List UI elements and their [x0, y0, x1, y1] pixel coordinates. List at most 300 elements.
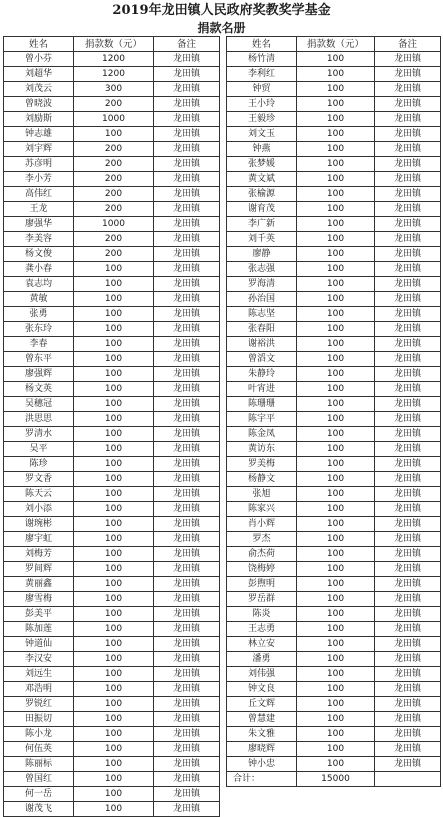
cell-name: 何伍英 [4, 742, 74, 757]
cell-name: 洪思思 [4, 412, 74, 427]
cell-amount: 100 [297, 352, 375, 367]
cell-name: 王龙 [4, 202, 74, 217]
cell-amount: 1000 [74, 217, 154, 232]
cell-amount: 1200 [74, 67, 154, 82]
cell-amount: 100 [74, 337, 154, 352]
cell-note: 龙田镇 [375, 502, 441, 517]
cell-name: 曾东平 [4, 352, 74, 367]
cell-amount: 100 [297, 382, 375, 397]
table-header-row [4, 37, 220, 52]
table-row [4, 682, 220, 697]
cell-note: 龙田镇 [375, 412, 441, 427]
table-row [227, 427, 441, 442]
cell-name: 饶梅婷 [227, 562, 297, 577]
table-row [227, 547, 441, 562]
cell-note: 龙田镇 [154, 787, 220, 802]
cell-name: 黄文斌 [227, 172, 297, 187]
table-row [4, 652, 220, 667]
cell-note: 龙田镇 [375, 757, 441, 772]
total-row [227, 772, 441, 787]
cell-name: 刘文玉 [227, 127, 297, 142]
cell-amount: 100 [297, 562, 375, 577]
cell-note: 龙田镇 [375, 517, 441, 532]
table-row [4, 202, 220, 217]
cell-note: 龙田镇 [154, 562, 220, 577]
cell-name: 张梦媛 [227, 157, 297, 172]
table-row [4, 712, 220, 727]
left-donor-table [3, 36, 220, 817]
cell-note: 龙田镇 [375, 97, 441, 112]
cell-amount: 100 [297, 457, 375, 472]
table-row [4, 232, 220, 247]
cell-amount: 100 [74, 727, 154, 742]
cell-name: 叶宵进 [227, 382, 297, 397]
table-row [227, 337, 441, 352]
cell-name: 谢育茂 [227, 202, 297, 217]
cell-amount: 100 [297, 427, 375, 442]
table-row [4, 127, 220, 142]
cell-note: 龙田镇 [375, 352, 441, 367]
cell-note: 龙田镇 [375, 292, 441, 307]
cell-amount: 200 [74, 142, 154, 157]
cell-name: 刘小添 [4, 502, 74, 517]
table-row [4, 397, 220, 412]
cell-note: 龙田镇 [154, 727, 220, 742]
table-row [227, 397, 441, 412]
cell-amount: 100 [74, 277, 154, 292]
cell-note: 龙田镇 [375, 232, 441, 247]
cell-amount: 200 [74, 187, 154, 202]
cell-name: 俞杰荷 [227, 547, 297, 562]
cell-amount: 100 [74, 367, 154, 382]
cell-amount: 1000 [74, 112, 154, 127]
cell-amount: 100 [74, 562, 154, 577]
cell-note: 龙田镇 [154, 97, 220, 112]
cell-name: 王毅珍 [227, 112, 297, 127]
cell-name: 朱文雅 [227, 727, 297, 742]
cell-note: 龙田镇 [375, 682, 441, 697]
cell-note: 龙田镇 [375, 142, 441, 157]
cell-note: 龙田镇 [154, 262, 220, 277]
cell-amount: 100 [74, 442, 154, 457]
cell-note: 龙田镇 [375, 262, 441, 277]
cell-note: 龙田镇 [154, 472, 220, 487]
cell-name: 高伟红 [4, 187, 74, 202]
cell-name: 刘千英 [227, 232, 297, 247]
cell-name: 罗锐红 [4, 697, 74, 712]
cell-note: 龙田镇 [154, 577, 220, 592]
cell-name: 丘文辉 [227, 697, 297, 712]
cell-note: 龙田镇 [154, 607, 220, 622]
table-row [227, 82, 441, 97]
cell-name: 曾晓波 [4, 97, 74, 112]
cell-amount: 100 [297, 202, 375, 217]
table-row [227, 697, 441, 712]
cell-note: 龙田镇 [375, 652, 441, 667]
cell-amount: 100 [297, 412, 375, 427]
cell-note: 龙田镇 [375, 667, 441, 682]
table-row [227, 517, 441, 532]
table-row [4, 82, 220, 97]
total-value: 15000 [297, 772, 375, 787]
table-row [227, 562, 441, 577]
cell-note: 龙田镇 [375, 322, 441, 337]
cell-note: 龙田镇 [375, 397, 441, 412]
table-row [227, 292, 441, 307]
cell-amount: 100 [74, 307, 154, 322]
table-row [4, 247, 220, 262]
table-row [4, 532, 220, 547]
cell-amount: 100 [74, 292, 154, 307]
cell-amount: 100 [74, 712, 154, 727]
table-row [227, 607, 441, 622]
cell-name: 刘超华 [4, 67, 74, 82]
cell-note: 龙田镇 [375, 742, 441, 757]
cell-note: 龙田镇 [375, 607, 441, 622]
cell-amount: 100 [297, 697, 375, 712]
cell-name: 肖小辉 [227, 517, 297, 532]
cell-name: 黄敏 [4, 292, 74, 307]
cell-note: 龙田镇 [375, 547, 441, 562]
table-row [227, 157, 441, 172]
cell-amount: 100 [297, 517, 375, 532]
cell-amount: 100 [74, 427, 154, 442]
cell-amount: 100 [297, 187, 375, 202]
table-row [4, 787, 220, 802]
header-note: 备注 [375, 37, 441, 52]
table-row [227, 652, 441, 667]
cell-name: 罗杰 [227, 532, 297, 547]
table-row [227, 412, 441, 427]
cell-name: 陈宇平 [227, 412, 297, 427]
cell-name: 李广新 [227, 217, 297, 232]
cell-amount: 100 [297, 127, 375, 142]
cell-note: 龙田镇 [375, 52, 441, 67]
cell-amount: 1200 [74, 52, 154, 67]
cell-amount: 100 [297, 112, 375, 127]
cell-note: 龙田镇 [154, 457, 220, 472]
cell-amount: 100 [297, 667, 375, 682]
cell-name: 廖雪梅 [4, 592, 74, 607]
cell-note: 龙田镇 [154, 202, 220, 217]
cell-amount: 100 [74, 547, 154, 562]
table-row [4, 607, 220, 622]
table-row [227, 457, 441, 472]
cell-name: 王志勇 [227, 622, 297, 637]
table-row [4, 382, 220, 397]
cell-name: 谢琬彬 [4, 517, 74, 532]
cell-name: 杨文俊 [4, 247, 74, 262]
cell-amount: 100 [74, 397, 154, 412]
table-row [4, 322, 220, 337]
cell-name: 廖静 [227, 247, 297, 262]
table-row [227, 232, 441, 247]
table-row [4, 517, 220, 532]
cell-note: 龙田镇 [375, 532, 441, 547]
cell-note: 龙田镇 [154, 277, 220, 292]
cell-amount: 100 [74, 787, 154, 802]
cell-name: 曾滔文 [227, 352, 297, 367]
table-row [4, 337, 220, 352]
table-row [4, 187, 220, 202]
table-row [4, 502, 220, 517]
cell-name: 廖晓辉 [227, 742, 297, 757]
table-row [227, 187, 441, 202]
cell-note: 龙田镇 [154, 232, 220, 247]
cell-name: 黄访东 [227, 442, 297, 457]
cell-note: 龙田镇 [154, 802, 220, 817]
cell-amount: 100 [74, 667, 154, 682]
cell-amount: 100 [297, 487, 375, 502]
cell-note: 龙田镇 [154, 592, 220, 607]
table-row [227, 142, 441, 157]
cell-amount: 100 [74, 682, 154, 697]
cell-note: 龙田镇 [375, 67, 441, 82]
cell-name: 谢裕洪 [227, 337, 297, 352]
cell-note: 龙田镇 [154, 127, 220, 142]
header-amount: 捐款数（元） [297, 37, 375, 52]
cell-name: 林立安 [227, 637, 297, 652]
cell-name: 田振切 [4, 712, 74, 727]
cell-note: 龙田镇 [375, 172, 441, 187]
cell-name: 陈天云 [4, 487, 74, 502]
cell-name: 龚小春 [4, 262, 74, 277]
cell-name: 杨静文 [227, 472, 297, 487]
cell-name: 钟小忠 [227, 757, 297, 772]
table-row [4, 697, 220, 712]
cell-amount: 100 [74, 502, 154, 517]
cell-amount: 100 [297, 172, 375, 187]
table-row [4, 97, 220, 112]
cell-note: 龙田镇 [154, 397, 220, 412]
cell-name: 张榆源 [227, 187, 297, 202]
cell-name: 陈金凤 [227, 427, 297, 442]
table-row [4, 277, 220, 292]
cell-amount: 100 [297, 757, 375, 772]
cell-name: 陈小龙 [4, 727, 74, 742]
cell-note: 龙田镇 [375, 382, 441, 397]
cell-note: 龙田镇 [375, 712, 441, 727]
table-row [227, 127, 441, 142]
cell-note: 龙田镇 [154, 352, 220, 367]
table-row [4, 352, 220, 367]
cell-amount: 100 [74, 262, 154, 277]
cell-name: 彭美平 [4, 607, 74, 622]
cell-name: 苏彦明 [4, 157, 74, 172]
cell-note: 龙田镇 [154, 667, 220, 682]
cell-name: 袁志均 [4, 277, 74, 292]
cell-note: 龙田镇 [375, 727, 441, 742]
table-row [227, 667, 441, 682]
cell-amount: 100 [297, 157, 375, 172]
cell-amount: 100 [297, 607, 375, 622]
cell-amount: 100 [297, 82, 375, 97]
cell-note: 龙田镇 [375, 307, 441, 322]
cell-name: 彭煦明 [227, 577, 297, 592]
cell-note: 龙田镇 [154, 157, 220, 172]
table-row [227, 442, 441, 457]
cell-amount: 200 [74, 172, 154, 187]
cell-amount: 100 [297, 637, 375, 652]
cell-name: 吴平 [4, 442, 74, 457]
cell-name: 陈家兴 [227, 502, 297, 517]
table-row [4, 802, 220, 817]
cell-name: 李利红 [227, 67, 297, 82]
cell-name: 李汉安 [4, 652, 74, 667]
cell-note: 龙田镇 [375, 427, 441, 442]
cell-name: 杨文英 [4, 382, 74, 397]
cell-name: 陈丽标 [4, 757, 74, 772]
cell-name: 谢茂飞 [4, 802, 74, 817]
cell-name: 廖强华 [4, 217, 74, 232]
cell-name: 曾小芬 [4, 52, 74, 67]
table-row [4, 457, 220, 472]
cell-note: 龙田镇 [375, 637, 441, 652]
header-note: 备注 [154, 37, 220, 52]
table-row [227, 112, 441, 127]
cell-amount: 100 [297, 502, 375, 517]
table-row [4, 262, 220, 277]
cell-amount: 100 [297, 652, 375, 667]
cell-amount: 100 [297, 592, 375, 607]
cell-note: 龙田镇 [154, 52, 220, 67]
cell-note: 龙田镇 [154, 517, 220, 532]
cell-amount: 100 [74, 472, 154, 487]
cell-note: 龙田镇 [375, 157, 441, 172]
cell-name: 钟志雄 [4, 127, 74, 142]
cell-name: 曾慧建 [227, 712, 297, 727]
cell-name: 张春阳 [227, 322, 297, 337]
cell-amount: 100 [297, 142, 375, 157]
cell-amount: 100 [297, 712, 375, 727]
table-row [227, 472, 441, 487]
cell-name: 陈加莲 [4, 622, 74, 637]
cell-name: 曾国红 [4, 772, 74, 787]
cell-note: 龙田镇 [154, 67, 220, 82]
cell-amount: 100 [297, 337, 375, 352]
table-row [4, 292, 220, 307]
cell-amount: 100 [297, 622, 375, 637]
cell-amount: 100 [74, 607, 154, 622]
cell-note: 龙田镇 [375, 697, 441, 712]
cell-amount: 100 [297, 322, 375, 337]
header-name: 姓名 [227, 37, 297, 52]
cell-note: 龙田镇 [154, 112, 220, 127]
total-label: 合计： [227, 772, 297, 787]
cell-note: 龙田镇 [375, 187, 441, 202]
cell-amount: 100 [74, 652, 154, 667]
cell-amount: 100 [297, 232, 375, 247]
cell-note: 龙田镇 [375, 592, 441, 607]
cell-name: 廖宇虹 [4, 532, 74, 547]
cell-note: 龙田镇 [375, 622, 441, 637]
cell-name: 张东玲 [4, 322, 74, 337]
table-row [4, 622, 220, 637]
table-row [4, 757, 220, 772]
cell-note: 龙田镇 [154, 772, 220, 787]
header-amount: 捐款数（元） [74, 37, 154, 52]
table-row [227, 742, 441, 757]
cell-note: 龙田镇 [375, 112, 441, 127]
cell-name: 罗海清 [227, 277, 297, 292]
cell-amount: 100 [74, 577, 154, 592]
cell-note: 龙田镇 [154, 637, 220, 652]
cell-note: 龙田镇 [375, 442, 441, 457]
cell-amount: 100 [297, 742, 375, 757]
table-row [227, 172, 441, 187]
cell-note: 龙田镇 [154, 367, 220, 382]
table-row [227, 637, 441, 652]
cell-name: 李美容 [4, 232, 74, 247]
cell-note: 龙田镇 [375, 202, 441, 217]
table-row [4, 592, 220, 607]
cell-name: 罗间辉 [4, 562, 74, 577]
cell-amount: 100 [74, 382, 154, 397]
table-row [4, 547, 220, 562]
cell-amount: 200 [74, 232, 154, 247]
cell-note: 龙田镇 [375, 562, 441, 577]
cell-name: 孙治国 [227, 292, 297, 307]
cell-name: 何一岳 [4, 787, 74, 802]
cell-note: 龙田镇 [375, 577, 441, 592]
cell-amount: 100 [74, 457, 154, 472]
cell-amount: 100 [297, 472, 375, 487]
cell-name: 邓浩明 [4, 682, 74, 697]
cell-note: 龙田镇 [375, 127, 441, 142]
cell-note: 龙田镇 [154, 502, 220, 517]
cell-note: 龙田镇 [154, 622, 220, 637]
cell-amount: 100 [297, 442, 375, 457]
table-row [4, 412, 220, 427]
table-row [4, 727, 220, 742]
cell-amount: 100 [297, 262, 375, 277]
table-row [4, 442, 220, 457]
cell-note: 龙田镇 [154, 547, 220, 562]
cell-amount: 100 [297, 577, 375, 592]
cell-amount: 100 [74, 697, 154, 712]
table-row [227, 382, 441, 397]
cell-amount: 100 [297, 277, 375, 292]
table-header-row [227, 37, 441, 52]
cell-name: 潘勇 [227, 652, 297, 667]
table-row [227, 532, 441, 547]
table-row [227, 622, 441, 637]
cell-amount: 100 [297, 397, 375, 412]
cell-amount: 100 [74, 742, 154, 757]
cell-name: 廖强辉 [4, 367, 74, 382]
cell-amount: 100 [74, 592, 154, 607]
cell-note: 龙田镇 [154, 82, 220, 97]
cell-note: 龙田镇 [375, 217, 441, 232]
cell-amount: 200 [74, 97, 154, 112]
cell-note: 龙田镇 [375, 337, 441, 352]
cell-note: 龙田镇 [154, 292, 220, 307]
cell-name: 钟道仙 [4, 637, 74, 652]
cell-amount: 100 [74, 757, 154, 772]
cell-amount: 100 [74, 517, 154, 532]
table-row [4, 637, 220, 652]
cell-name: 刘伟强 [227, 667, 297, 682]
cell-amount: 100 [297, 307, 375, 322]
cell-amount: 100 [297, 67, 375, 82]
table-row [4, 67, 220, 82]
cell-name: 刘梅芳 [4, 547, 74, 562]
table-row [227, 487, 441, 502]
table-row [227, 322, 441, 337]
table-row [4, 52, 220, 67]
cell-note: 龙田镇 [375, 277, 441, 292]
cell-name: 张旭 [227, 487, 297, 502]
